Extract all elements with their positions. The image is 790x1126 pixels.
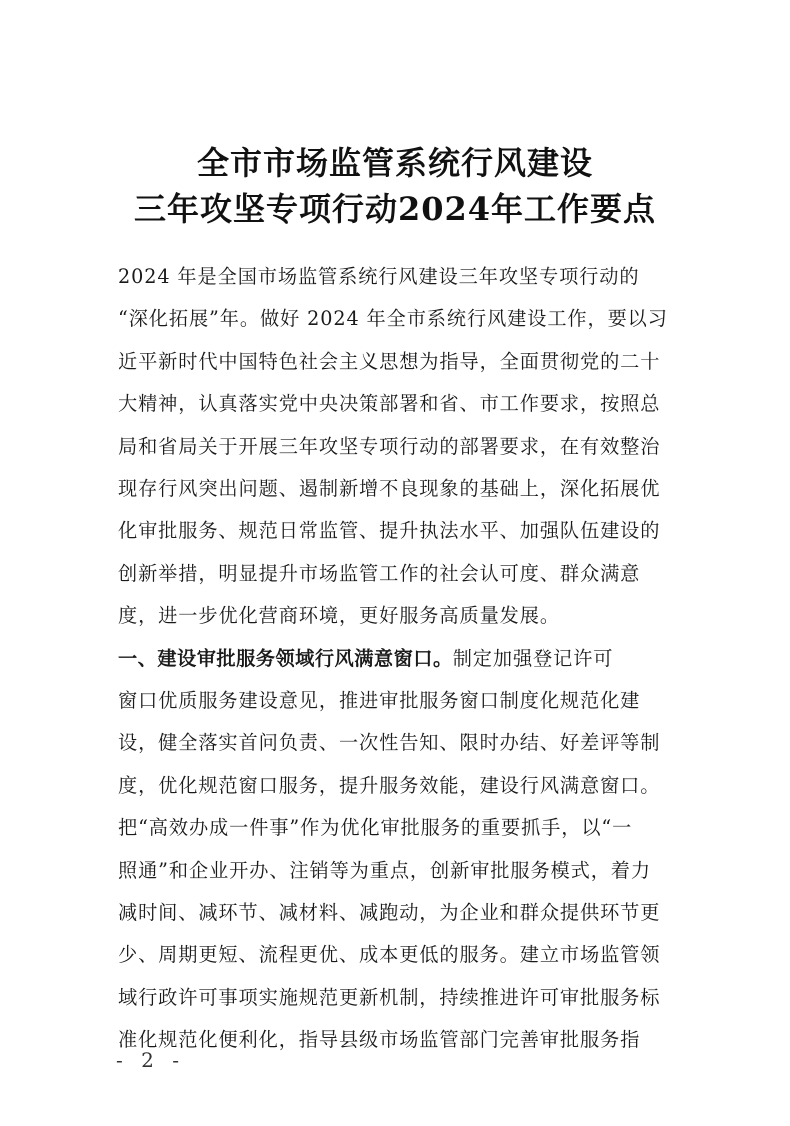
body-line: 化审批服务、规范日常监管、提升执法水平、加强队伍建设的 xyxy=(118,519,661,543)
body-line: 减时间、减环节、减材料、减跑动，为企业和群众提供环节更 xyxy=(118,901,661,924)
body-line: 现存行风突出问题、遏制新增不良现象的基础上，深化拓展优 xyxy=(118,477,661,500)
document-title-line-1: 全市市场监管系统行风建设 xyxy=(196,144,593,182)
body-line: 域行政许可事项实施规范更新机制，持续推进许可审批服务标 xyxy=(118,985,661,1009)
body-line: “深化拓展”年。做好 2024 年全市系统行风建设工作，要以习 xyxy=(118,307,668,331)
body-line: 窗口优质服务建设意见，推进审批服务窗口制度化规范化建 xyxy=(118,689,641,712)
body-line: 创新举措，明显提升市场监管工作的社会认可度、群众满意 xyxy=(118,561,641,585)
body-line: 局和省局关于开展三年攻坚专项行动的部署要求，在有效整治 xyxy=(118,434,661,458)
body-line-overflow: 准化规范化便利化，指导县级市场监管部门完善审批服务指 xyxy=(118,1028,641,1052)
body-line: 设，健全落实首问负责、一次性告知、限时办结、好差评等制 xyxy=(118,731,661,755)
body-line: 度，进一步优化营商环境，更好服务高质量发展。 xyxy=(118,604,560,628)
body-line: 2024 年是全国市场监管系统行风建设三年攻坚专项行动的 xyxy=(118,265,640,288)
body-line: 少、周期更短、流程更优、成本更低的服务。建立市场监管领 xyxy=(118,943,661,967)
page-number: - 2 - xyxy=(116,1048,185,1072)
section-heading-tail: 制定加强登记许可 xyxy=(452,646,614,670)
document-title-line-2: 三年攻坚专项行动2024年工作要点 xyxy=(133,190,657,228)
body-line: 照通”和企业开办、注销等为重点，创新审批服务模式，着力 xyxy=(118,858,651,882)
body-line: 近平新时代中国特色社会主义思想为指导，全面贯彻党的二十 xyxy=(118,349,661,373)
section-heading: 一、建设审批服务领域行风满意窗口。 xyxy=(118,646,453,670)
body-line: 大精神，认真落实党中央决策部署和省、市工作要求，按照总 xyxy=(118,392,661,416)
body-line: 把“高效办成一件事”作为优化审批服务的重要抓手，以“一 xyxy=(118,816,633,840)
body-line: 度，优化规范窗口服务，提升服务效能，建设行风满意窗口。 xyxy=(118,773,661,797)
section-heading-line xyxy=(118,648,678,670)
